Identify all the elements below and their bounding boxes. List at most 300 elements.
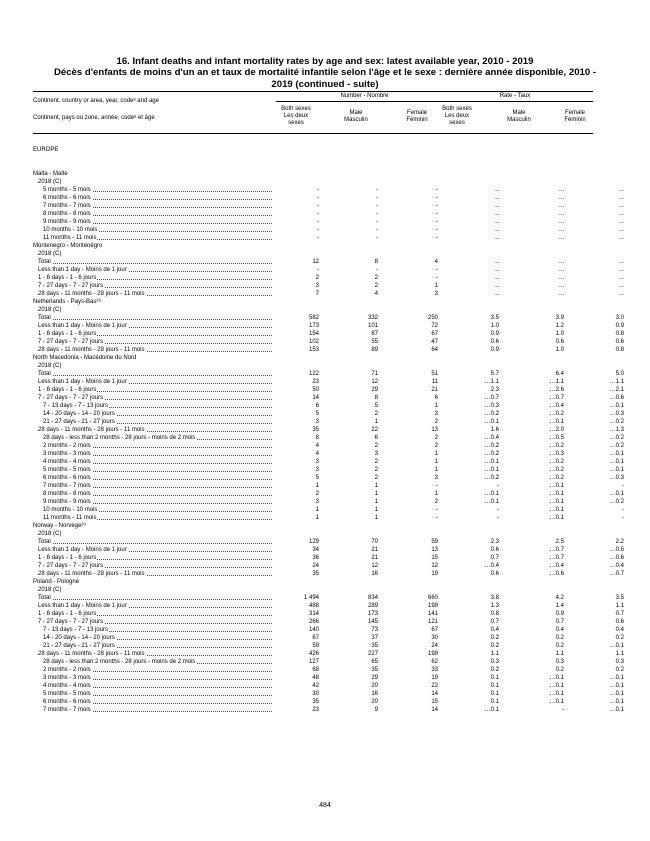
cell-value: …0.3	[484, 403, 499, 409]
table-row	[0, 314, 650, 322]
cell-value: …0.1	[609, 699, 624, 705]
row-label-text: 4 months - 4 mois	[43, 459, 91, 465]
cell-value: 2	[374, 459, 378, 465]
cell-value: -	[562, 707, 564, 713]
cell-value: 1	[434, 459, 438, 465]
cell-value: 14	[312, 395, 319, 401]
row-label-text: 28 days - 11 months - 28 jours - 11 mois	[38, 571, 145, 577]
cell-value: 0.3	[555, 659, 564, 665]
table-row	[0, 506, 650, 514]
cell-value: 15	[431, 699, 438, 705]
cell-value: 0.2	[490, 635, 499, 641]
cell-value: 36	[312, 555, 319, 561]
row-label	[38, 602, 272, 610]
cell-value: ...	[493, 275, 499, 281]
cell-value: 3	[374, 451, 378, 457]
cell-value: 332	[367, 315, 378, 321]
table-group-heading	[0, 170, 650, 178]
row-label	[43, 490, 272, 498]
table-row	[0, 394, 650, 402]
cell-value: 1.1	[555, 651, 564, 657]
cell-value: 0.2	[615, 635, 624, 641]
cell-value: ...	[558, 235, 564, 241]
row-label	[43, 642, 272, 650]
cell-value: 19	[431, 675, 438, 681]
cell-value: 5.7	[490, 371, 499, 377]
row-label-text: 1 - 6 days - 1 - 6 jours	[38, 275, 97, 281]
cell-value: 0.2	[555, 635, 564, 641]
cell-value: …0.1	[609, 683, 624, 689]
cell-value: 122	[308, 371, 319, 377]
cell-value: 3	[315, 499, 319, 505]
cell-value: 1	[374, 419, 378, 425]
cell-value: …1.1	[549, 379, 564, 385]
col-header-rate-male: Male Masculin	[507, 110, 531, 123]
table-row	[0, 474, 650, 482]
cell-value: 289	[367, 603, 378, 609]
table-row	[0, 642, 650, 650]
cell-value: 0.7	[490, 555, 499, 561]
cell-value: 6	[315, 403, 319, 409]
cell-value: …0.5	[549, 435, 564, 441]
cell-value: 6	[434, 395, 438, 401]
cell-value: …0.7	[484, 395, 499, 401]
cell-value: ...	[558, 195, 564, 201]
table-row	[0, 618, 650, 626]
table-row	[0, 266, 650, 274]
cell-value: …0.1	[609, 459, 624, 465]
row-label	[38, 378, 272, 386]
cell-value: 1	[315, 507, 319, 513]
cell-value: 35	[371, 667, 378, 673]
table-row	[0, 194, 650, 202]
cell-value: …0.5	[609, 547, 624, 553]
cell-value: ...	[493, 203, 499, 209]
table-group-heading	[0, 578, 650, 586]
cell-value: 34	[312, 547, 319, 553]
row-label-text: Less than 1 day - Moins de 1 jour	[38, 323, 127, 329]
cell-value: 2	[374, 443, 378, 449]
cell-value: 199	[427, 651, 438, 657]
cell-value: 9	[374, 707, 378, 713]
cell-value: -	[436, 187, 438, 193]
cell-value: 33	[431, 667, 438, 673]
rate-group-rule	[437, 101, 593, 102]
cell-value: 153	[308, 347, 319, 353]
row-label-text: 7 - 27 days - 7 - 27 jours	[38, 283, 104, 289]
table-group-heading	[0, 306, 650, 314]
rate-group-header: Rate - Taux	[499, 93, 531, 99]
row-label-text: 11 months - 11 mois	[43, 515, 97, 521]
number-group-rule	[276, 101, 453, 102]
row-label-text: 8 months - 8 mois	[43, 211, 91, 217]
cell-value: 154	[308, 331, 319, 337]
table-group-heading	[0, 586, 650, 594]
cell-value: ...	[558, 283, 564, 289]
cell-value: -	[317, 187, 319, 193]
cell-value: -	[436, 275, 438, 281]
cell-value: 14	[431, 691, 438, 697]
row-label	[43, 666, 272, 674]
row-label	[43, 626, 272, 634]
cell-value: 3.5	[615, 595, 624, 601]
cell-value: 0.7	[615, 611, 624, 617]
cell-value: ...	[618, 291, 624, 297]
cell-value: 129	[308, 539, 319, 545]
cell-value: -	[376, 227, 378, 233]
cell-value: 12	[312, 259, 319, 265]
cell-value: 67	[312, 635, 319, 641]
row-label	[38, 322, 272, 330]
cell-value: …0.2	[484, 475, 499, 481]
cell-value: -	[497, 483, 499, 489]
row-label-text: 7 - 13 days - 7 - 13 jours	[43, 403, 109, 409]
cell-value: -	[317, 211, 319, 217]
cell-value: 3.8	[490, 595, 499, 601]
row-label-text: 28 days - less than 2 months - 28 jours - moins de 2 mois	[43, 659, 196, 665]
row-label-text: 2 months - 2 mois	[43, 667, 91, 673]
cell-value: 50	[312, 387, 319, 393]
row-label	[43, 682, 272, 690]
row-label-text: Total	[38, 595, 51, 601]
cell-value: 145	[367, 619, 378, 625]
cell-value: ...	[493, 283, 499, 289]
row-label	[38, 274, 272, 282]
table-row	[0, 418, 650, 426]
cell-value: ...	[493, 291, 499, 297]
cell-value: 20	[371, 683, 378, 689]
row-label	[38, 610, 272, 618]
cell-value: 2	[315, 275, 319, 281]
cell-value: …0.1	[484, 467, 499, 473]
table-row	[0, 402, 650, 410]
row-label	[43, 458, 272, 466]
cell-value: 0.9	[615, 323, 624, 329]
cell-value: 1	[434, 467, 438, 473]
cell-value: 0.8	[490, 611, 499, 617]
row-label-text: 1 - 6 days - 1 - 6 jours	[38, 555, 97, 561]
cell-value: 3	[315, 467, 319, 473]
row-label	[43, 210, 272, 218]
table-row	[0, 466, 650, 474]
row-label-text: 28 days - 11 months - 28 jours - 11 mois	[38, 427, 145, 433]
cell-value: …0.1	[609, 691, 624, 697]
cell-value: …0.1	[484, 707, 499, 713]
table-row	[0, 202, 650, 210]
col-header-rate-both: Both sexes Les deux sexes	[442, 106, 472, 126]
cell-value: 227	[367, 651, 378, 657]
row-label-text: 28 days - less than 2 months - 28 jours - moins de 2 mois	[43, 435, 196, 441]
row-label	[43, 474, 272, 482]
table-row	[0, 674, 650, 682]
cell-value: 5	[315, 475, 319, 481]
cell-value: 2	[374, 275, 378, 281]
cell-value: ...	[618, 211, 624, 217]
cell-value: -	[622, 515, 624, 521]
cell-value: 21	[431, 387, 438, 393]
cell-value: 102	[308, 339, 319, 345]
row-label-text: North Macedonia - Macédoine du Nord	[33, 355, 137, 361]
cell-value: -	[317, 227, 319, 233]
cell-value: -	[436, 483, 438, 489]
row-label-text: 10 months - 10 mois	[43, 227, 98, 233]
table-row	[0, 658, 650, 666]
cell-value: 2	[434, 435, 438, 441]
row-label-text: Less than 1 day - Moins de 1 jour	[38, 603, 127, 609]
cell-value: …0.2	[609, 443, 624, 449]
cell-value: 67	[431, 627, 438, 633]
cell-value: -	[317, 267, 319, 273]
cell-value: 0.6	[490, 547, 499, 553]
cell-value: 0.1	[490, 683, 499, 689]
cell-value: -	[376, 195, 378, 201]
row-label-text: 7 months - 7 mois	[43, 707, 91, 713]
row-label-text: 7 months - 7 mois	[43, 483, 91, 489]
cell-value: 6	[374, 435, 378, 441]
row-label-text: 7 - 27 days - 7 - 27 jours	[38, 339, 104, 345]
cell-value: 0.2	[615, 667, 624, 673]
row-label-text: 2018 (C)	[38, 179, 62, 185]
row-label-text: 2 months - 2 mois	[43, 443, 91, 449]
table-title-english: 16. Infant deaths and infant mortality rates by age and sex: latest available year, 2010 - 2019	[116, 56, 534, 67]
cell-value: 12	[431, 563, 438, 569]
cell-value: 0.1	[490, 675, 499, 681]
row-label	[38, 346, 272, 354]
cell-value: -	[376, 187, 378, 193]
cell-value: 0.6	[555, 339, 564, 345]
row-label-text: 14 - 20 days - 14 - 20 jours	[43, 411, 115, 417]
row-label	[43, 450, 272, 458]
cell-value: 4	[315, 443, 319, 449]
table-row	[0, 482, 650, 490]
row-label	[43, 506, 272, 514]
row-label	[38, 266, 272, 274]
cell-value: -	[622, 483, 624, 489]
cell-value: 30	[312, 691, 319, 697]
cell-value: …2.1	[609, 387, 624, 393]
cell-value: 64	[431, 347, 438, 353]
cell-value: …1.1	[484, 379, 499, 385]
cell-value: …0.7	[549, 395, 564, 401]
cell-value: 16	[371, 691, 378, 697]
cell-value: 1 494	[303, 595, 319, 601]
cell-value: 35	[312, 427, 319, 433]
cell-value: 314	[308, 611, 319, 617]
cell-value: 72	[431, 323, 438, 329]
table-row	[0, 554, 650, 562]
row-label	[33, 170, 308, 178]
table-row	[0, 682, 650, 690]
cell-value: 0.4	[555, 627, 564, 633]
table-row	[0, 434, 650, 442]
table-row	[0, 490, 650, 498]
cell-value: 266	[308, 619, 319, 625]
table-group-heading	[0, 298, 650, 306]
cell-value: -	[317, 219, 319, 225]
table-row	[0, 442, 650, 450]
cell-value: 0.7	[490, 619, 499, 625]
cell-value: 0.7	[555, 619, 564, 625]
cell-value: -	[376, 235, 378, 241]
table-row	[0, 410, 650, 418]
cell-value: 0.1	[490, 699, 499, 705]
cell-value: 68	[312, 667, 319, 673]
cell-value: 55	[371, 339, 378, 345]
row-label-text: 5 months - 5 mois	[43, 467, 91, 473]
col-header-number-both: Both sexes Les deux sexes	[281, 106, 311, 126]
table-row	[0, 234, 650, 242]
cell-value: -	[436, 211, 438, 217]
cell-value: 2	[315, 491, 319, 497]
cell-value: -	[436, 195, 438, 201]
table-row	[0, 274, 650, 282]
row-label	[33, 354, 308, 362]
row-label	[38, 306, 313, 314]
cell-value: ...	[618, 219, 624, 225]
cell-value: ...	[493, 211, 499, 217]
table-row	[0, 290, 650, 298]
cell-value: 23	[312, 379, 319, 385]
cell-value: 30	[431, 635, 438, 641]
cell-value: 1	[374, 483, 378, 489]
cell-value: 1.1	[490, 651, 499, 657]
cell-value: 2	[374, 411, 378, 417]
row-label	[33, 146, 308, 154]
cell-value: 2	[434, 499, 438, 505]
row-label-text: 7 - 27 days - 7 - 27 jours	[38, 619, 104, 625]
cell-value: 22	[371, 427, 378, 433]
cell-value: 8	[315, 435, 319, 441]
cell-value: 12	[371, 563, 378, 569]
cell-value: 12	[371, 379, 378, 385]
cell-value: ...	[558, 227, 564, 233]
table-row	[0, 666, 650, 674]
row-label-text: Montenegro - Monténégro	[33, 243, 103, 249]
row-label-text: 8 months - 8 mois	[43, 491, 91, 497]
row-label	[43, 402, 272, 410]
table-row	[0, 370, 650, 378]
cell-value: 1.4	[555, 603, 564, 609]
cell-value: -	[622, 507, 624, 513]
cell-value: …0.4	[484, 435, 499, 441]
cell-value: ...	[618, 187, 624, 193]
table-group-heading	[0, 242, 650, 250]
cell-value: 199	[427, 603, 438, 609]
table-row	[0, 282, 650, 290]
table-row	[0, 186, 650, 194]
cell-value: 71	[371, 371, 378, 377]
cell-value: 1	[434, 283, 438, 289]
cell-value: 0.9	[490, 347, 499, 353]
cell-value: 2	[374, 467, 378, 473]
cell-value: -	[376, 211, 378, 217]
cell-value: 0.4	[490, 627, 499, 633]
cell-value: 21	[371, 547, 378, 553]
cell-value: 3	[434, 411, 438, 417]
cell-value: 5	[374, 403, 378, 409]
cell-value: …1.3	[609, 427, 624, 433]
cell-value: ...	[558, 211, 564, 217]
row-label-text: 2018 (C)	[38, 307, 62, 313]
cell-value: 1.1	[615, 603, 624, 609]
row-label	[43, 690, 272, 698]
cell-value: 13	[431, 427, 438, 433]
table-row	[0, 498, 650, 506]
table-row	[0, 258, 650, 266]
row-label	[38, 538, 272, 546]
cell-value: …0.2	[484, 411, 499, 417]
cell-value: 1.6	[490, 427, 499, 433]
cell-value: …0.1	[609, 675, 624, 681]
cell-value: 35	[312, 699, 319, 705]
stub-header-french: Continent, pays ou zone, année, codeᵃ et âge	[33, 115, 155, 121]
row-label-text: 2018 (C)	[38, 363, 62, 369]
cell-value: 0.6	[615, 619, 624, 625]
cell-value: 1.1	[615, 651, 624, 657]
cell-value: -	[317, 195, 319, 201]
cell-value: 0.9	[555, 611, 564, 617]
cell-value: 4	[315, 451, 319, 457]
cell-value: -	[376, 219, 378, 225]
table-row	[0, 698, 650, 706]
cell-value: 2	[374, 283, 378, 289]
row-label-text: Less than 1 day - Moins de 1 jour	[38, 547, 127, 553]
row-label	[38, 370, 272, 378]
row-label-text: 5 months - 5 mois	[43, 187, 91, 193]
cell-value: 4	[434, 259, 438, 265]
cell-value: 0.3	[615, 659, 624, 665]
table-row	[0, 378, 650, 386]
row-label-text: EUROPE	[33, 147, 59, 153]
cell-value: -	[436, 219, 438, 225]
cell-value: …0.3	[609, 411, 624, 417]
cell-value: ...	[558, 291, 564, 297]
cell-value: 48	[312, 675, 319, 681]
cell-value: …0.7	[609, 571, 624, 577]
cell-value: …0.2	[549, 411, 564, 417]
cell-value: 2.2	[615, 539, 624, 545]
row-label-text: 7 - 13 days - 7 - 13 jours	[43, 627, 109, 633]
cell-value: …0.1	[484, 499, 499, 505]
cell-value: 3	[315, 419, 319, 425]
header-top-rule	[33, 91, 593, 92]
cell-value: …0.2	[609, 499, 624, 505]
row-label-text: 3 months - 3 mois	[43, 451, 91, 457]
cell-value: …0.1	[484, 491, 499, 497]
row-label	[38, 562, 272, 570]
cell-value: …0.1	[609, 491, 624, 497]
cell-value: 20	[371, 699, 378, 705]
cell-value: ...	[618, 275, 624, 281]
row-label-text: 6 months - 6 mois	[43, 699, 91, 705]
table-row	[0, 346, 650, 354]
cell-value: …0.2	[549, 459, 564, 465]
row-label-text: 2018 (C)	[38, 587, 62, 593]
cell-value: 37	[371, 635, 378, 641]
cell-value: ...	[558, 219, 564, 225]
cell-value: 2.3	[490, 387, 499, 393]
cell-value: ...	[618, 203, 624, 209]
row-label-text: Poland - Pologne	[33, 579, 80, 585]
row-label	[33, 298, 308, 306]
cell-value: 16	[371, 571, 378, 577]
row-label	[38, 650, 272, 658]
row-label-text: 7 - 27 days - 7 - 27 jours	[38, 395, 104, 401]
cell-value: ...	[558, 267, 564, 273]
row-label-text: 11 months - 11 mois	[43, 235, 97, 241]
table-row	[0, 562, 650, 570]
table-title-continued: 2019 (continued - suite)	[271, 79, 379, 90]
